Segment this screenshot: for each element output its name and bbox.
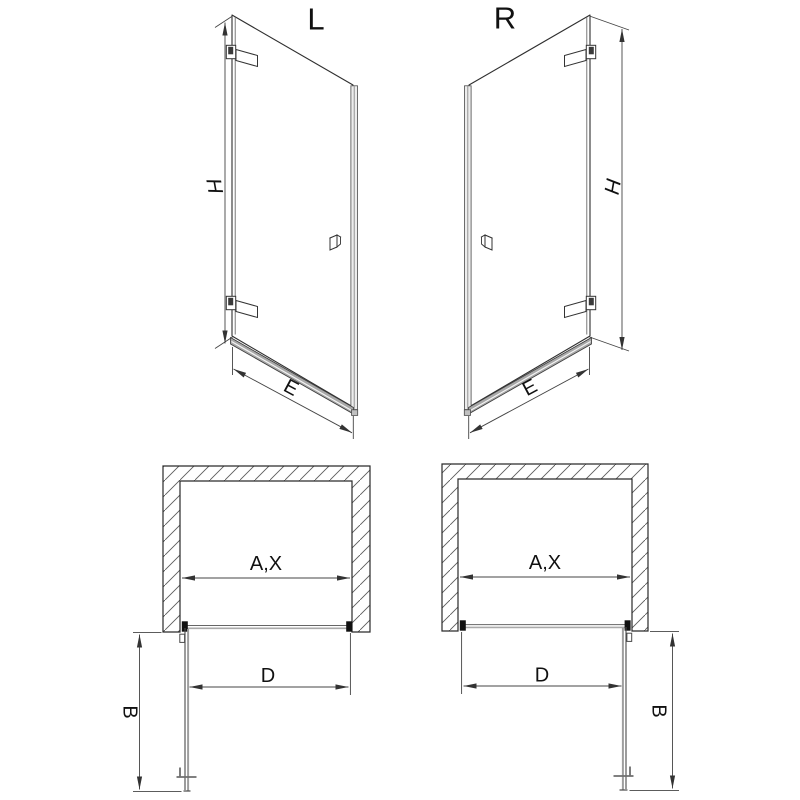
open-door <box>614 627 634 790</box>
open-door <box>177 628 197 791</box>
depth-dim-label: B <box>647 704 670 718</box>
door-right-view <box>464 1 629 440</box>
wall <box>442 464 648 631</box>
extension-tick <box>215 16 233 28</box>
rail-foot <box>464 410 470 416</box>
glass-panel <box>469 15 590 407</box>
depth-dim-label: B <box>118 705 141 719</box>
rail-foot <box>352 410 358 416</box>
height-dim-label: H <box>201 176 227 196</box>
plan-right-view <box>442 464 679 790</box>
extension-tick <box>590 16 630 30</box>
width-dim-label: E <box>518 375 542 401</box>
opening-dim-label: A,X <box>249 553 283 575</box>
glass-panel <box>232 15 353 407</box>
hinge-mark <box>627 633 632 641</box>
rail-end-block <box>460 620 466 630</box>
passage-dim-label: D <box>534 664 550 687</box>
height-dim-label: H <box>599 176 625 196</box>
opening-dim-label: A,X <box>528 552 562 574</box>
wall <box>163 466 370 632</box>
width-dim-label: E <box>279 375 303 401</box>
plan-left-view <box>119 466 371 791</box>
hinge-mark <box>180 634 185 642</box>
rail-end-block <box>346 621 352 631</box>
door-left-view <box>201 2 357 440</box>
wall-hatch <box>163 466 370 632</box>
extension-tick <box>215 337 233 349</box>
variant-label-right: R <box>493 0 517 36</box>
variant-label-left: L <box>307 1 325 37</box>
extension-tick <box>590 337 630 351</box>
passage-dim-label: D <box>260 665 276 687</box>
